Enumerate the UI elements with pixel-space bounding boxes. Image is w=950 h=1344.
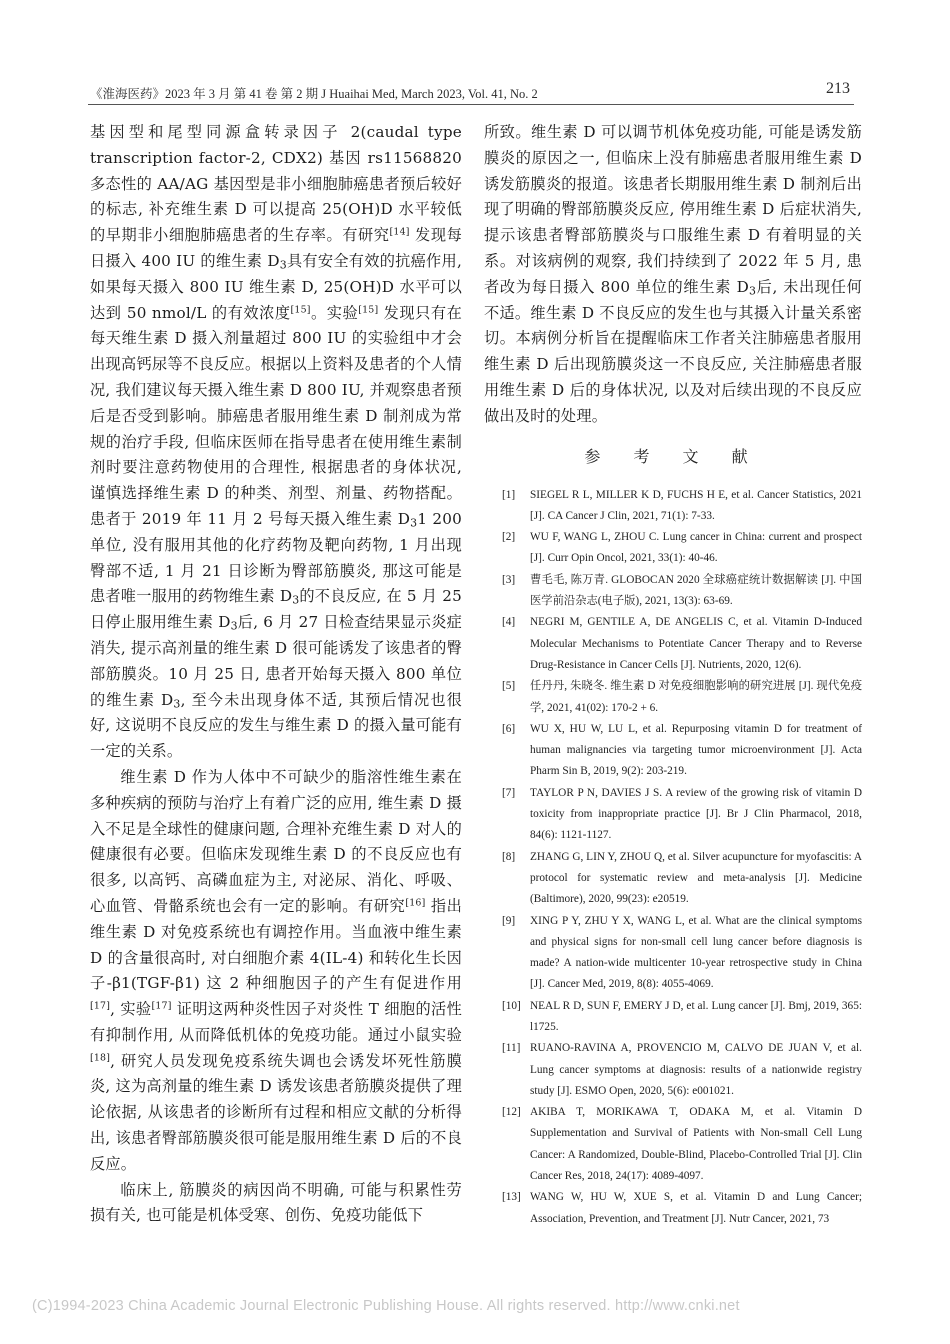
- references-heading: 参 考 文 献: [584, 446, 762, 466]
- citation-17[interactable]: [17]: [151, 1000, 172, 1012]
- reference-item: [11] RUANO-RAVINA A, PROVENCIO M, CALVO DE JUAN V, et al. Lung cancer symptoms at diagnosis: results of a nationwide registry study [J]. ESMO Open, 2020, 5(6): e001021.: [502, 1042, 862, 1097]
- copyright-footer: (C)1994-2023 China Academic Journal Electronic Publishing House. All rights reserved. http://www.cnki.net: [32, 1298, 740, 1314]
- reference-item: [7] TAYLOR P N, DAVIES J S. A review of the growing risk of vitamin D toxicity from inappropriate practice [J]. Br J Clin Pharmacol, 2018, 84(6): 1121-1127.: [502, 786, 862, 842]
- paragraph-conclusion: 所致。维生素 D 可以调节机体免疫功能, 可能是诱发筋膜炎的原因之一, 但临床上没有肺癌患者服用维生素 D 诱发筋膜炎的报道。该患者长期服用维生素 D 制剂后出现了明确的臀部筋膜炎反应, 停用维生素 D 后症状消失, 提示该患者臀部筋膜炎与口服维生素 D 有着明显的关系。对该病例的观察, 我们持续到了 2022 年 5 月, 患者改为每日摄入 800 单位的维生素 $D_3$后, 未出现任何不适。维生素 D 不良反应的发生也与其摄入计量关系密切。本病例分析旨在提醒临床工作者关注肺癌患者服用维生素 D 后出现筋膜炎这一不良反应, 关注肺癌患者服用维生素 D 后的身体状况, 以及对后续出现的不良反应做出及时的处理。: [484, 123, 862, 425]
- citation-16[interactable]: [16]: [405, 897, 426, 909]
- right-column: [484, 120, 862, 1230]
- reference-item: [3] 曹毛毛, 陈万青. GLOBOCAN 2020 全球癌症统计数据解读 [J]. 中国医学前沿杂志(电子版), 2021, 13(3): 63-69.: [502, 573, 862, 608]
- page-number: 213: [826, 80, 850, 97]
- reference-item: [9] XING P Y, ZHU Y X, WANG L, et al. What are the clinical symptoms and physical signs for non-small cell lung cancer before diagnosis is made? A nation-wide multicenter 10-year retrospective study in China [J]. Cancer Med, 2019, 8(8): 4055-4069.: [502, 914, 862, 991]
- reference-list: [484, 485, 862, 1230]
- reference-item: [1] SIEGEL R L, MILLER K D, FUCHS H E, et al. Cancer Statistics, 2021 [J]. CA Cancer J Clin, 2021, 71(1): 7-33.: [502, 488, 862, 522]
- citation-15[interactable]: [15]: [358, 303, 379, 315]
- reference-item: [8] ZHANG G, LIN Y, ZHOU Q, et al. Silver acupuncture for myofascitis: A protocol for systematic review and meta-analysis [J]. Medicine (Baltimore), 2020, 99(23): e20519.: [502, 850, 862, 906]
- reference-item: [10] NEAL R D, SUN F, EMERY J D, et al. Lung cancer [J]. Bmj, 2019, 365: l1725.: [502, 999, 862, 1033]
- running-header: [0, 0, 950, 104]
- reference-item: [5] 任丹丹, 朱晓冬. 维生素 D 对免疫细胞影响的研究进展 [J]. 现代免疫学, 2021, 41(02): 170-2 + 6.: [502, 680, 862, 714]
- reference-item: [6] WU X, HU W, LU L, et al. Repurposing vitamin D for treatment of human malignancies via targeting tumor microenvironment [J]. Acta Pharm Sin B, 2019, 9(2): 203-219.: [502, 722, 862, 778]
- paragraph-vitamin-d-immunity: 维生素 D 作为人体中不可缺少的脂溶性维生素在多种疾病的预防与治疗上有着广泛的应用, 维生素 D 摄入不足是全球性的健康问题, 合理补充维生素 D 对人的健康很有必要。但临床发现维生素 D 的不良反应也有很多, 以高钙、高磷血症为主, 对泌尿、消化、呼吸、心血管、骨骼系统也会有一定的影响。有研究[16] 指出维生素 D 对免疫系统也有调控作用。当血液中维生素 D 的含量很高时, 对白细胞介素 4(IL-4) 和转化生长因子-β1(TGF-β1) 这 2 种细胞因子的产生有促进作用[17], 实验[17] 证明这两种炎性因子对炎性 T 细胞的活性有抑制作用, 从而降低机体的免疫功能。通过小鼠实验[18], 研究人员发现免疫系统失调也会诱发坏死性筋膜炎, 这为高剂量的维生素 D 诱发该患者筋膜炎提供了理论依据, 从该患者的诊断所有过程和相应文献的分析得出, 该患者臀部筋膜炎很可能是服用维生素 D 后的不良反应。: [90, 767, 462, 1173]
- header-rule: [88, 104, 854, 105]
- paragraph-genotype-dosage: 基因型和尾型同源盒转录因子 2(caudal type transcription factor-2, CDX2) 基因 rs11568820 多态性的 AA/AG 基因型是非小细胞肺癌患者预后较好的标志, 补充维生素 D 可以提高 25(OH)D 水平较低的早期非小细胞肺癌患者的生存率。有研究[14] 发现每日摄入 400 IU 的维生素 $D_3$具有安全有效的抗癌作用, 如果每天摄入 800 IU 维生素 D, 25(OH)D 水平可以达到 50 nmol/L 的有效浓度[15]。实验[15] 发现只有在每天维生素 D 摄入剂量超过 800 IU 的实验组中才会出现高钙尿等不良反应。根据以上资料及患者的个人情况, 我们建议每天摄入维生素 D 800 IU, 并观察患者预后是否受到影响。肺癌患者服用维生素 D 制剂成为常规的治疗手段, 但临床医师在指导患者在使用维生素制剂时要注意药物使用的合理性, 根据患者的身体状况, 谨慎选择维生素 D 的种类、剂型、剂量、药物搭配。患者于 2019 年 11 月 2 号每天摄入维生素 $D_31$ 200单位, 没有服用其他的化疗药物及靶向药物, 1 月出现臀部不适, 1 月 21 日诊断为臀部筋膜炎, 那这可能是患者唯一服用的药物维生素 $D_3$的不良反应, 在 5 月 25 日停止服用维生素 $D_3$后, 6 月 27 日检查结果显示炎症消失, 提示高剂量的维生素 D 很可能诱发了该患者的臀部筋膜炎。10 月 25 日, 患者开始每天摄入 800 单位的维生素 $D_3$, 至今未出现身体不适, 其预后情况也很好, 这说明不良反应的发生与维生素 D 的摄入量可能有一定的关系。: [90, 123, 462, 761]
- journal-citation-line: 《淮海医药》2023 年 3 月 第 41 卷 第 2 期 J Huaihai Med, March 2023, Vol. 41, No. 2: [90, 87, 538, 101]
- reference-item: [12] AKIBA T, MORIKAWA T, ODAKA M, et al. Vitamin D Supplementation and Survival of Patients with Non-small Cell Lung Cancer: A Randomized, Double-Blind, Placebo-Controlled Trial [J]. Clin Cancer Res, 2018, 24(17): 4089-4097.: [502, 1106, 862, 1183]
- citation-15[interactable]: [15]: [290, 303, 311, 315]
- reference-item: [4] NEGRI M, GENTILE A, DE ANGELIS C, et al. Vitamin D-Induced Molecular Mechanisms to Potentiate Cancer Therapy and to Reverse Drug-Resistance in Cancer Cells [J]. Nutrients, 2020, 12(6).: [502, 616, 862, 671]
- paragraph-fasciitis-cause: 临床上, 筋膜炎的病因尚不明确, 可能与积累性劳损有关, 也可能是机体受寒、创伤、免疫功能低下: [90, 1180, 462, 1225]
- left-column: [90, 120, 462, 1229]
- citation-17[interactable]: [17]: [90, 1000, 111, 1012]
- reference-item: [13] WANG W, HU W, XUE S, et al. Vitamin D and Lung Cancer; Association, Prevention, and Treatment [J]. Nutr Cancer, 2021, 73: [502, 1191, 862, 1225]
- citation-18[interactable]: [18]: [90, 1052, 111, 1064]
- reference-item: [2] WU F, WANG L, ZHOU C. Lung cancer in China: current and prospect [J]. Curr Opin Oncol, 2021, 33(1): 40-46.: [502, 531, 862, 565]
- citation-14[interactable]: [14]: [389, 226, 410, 238]
